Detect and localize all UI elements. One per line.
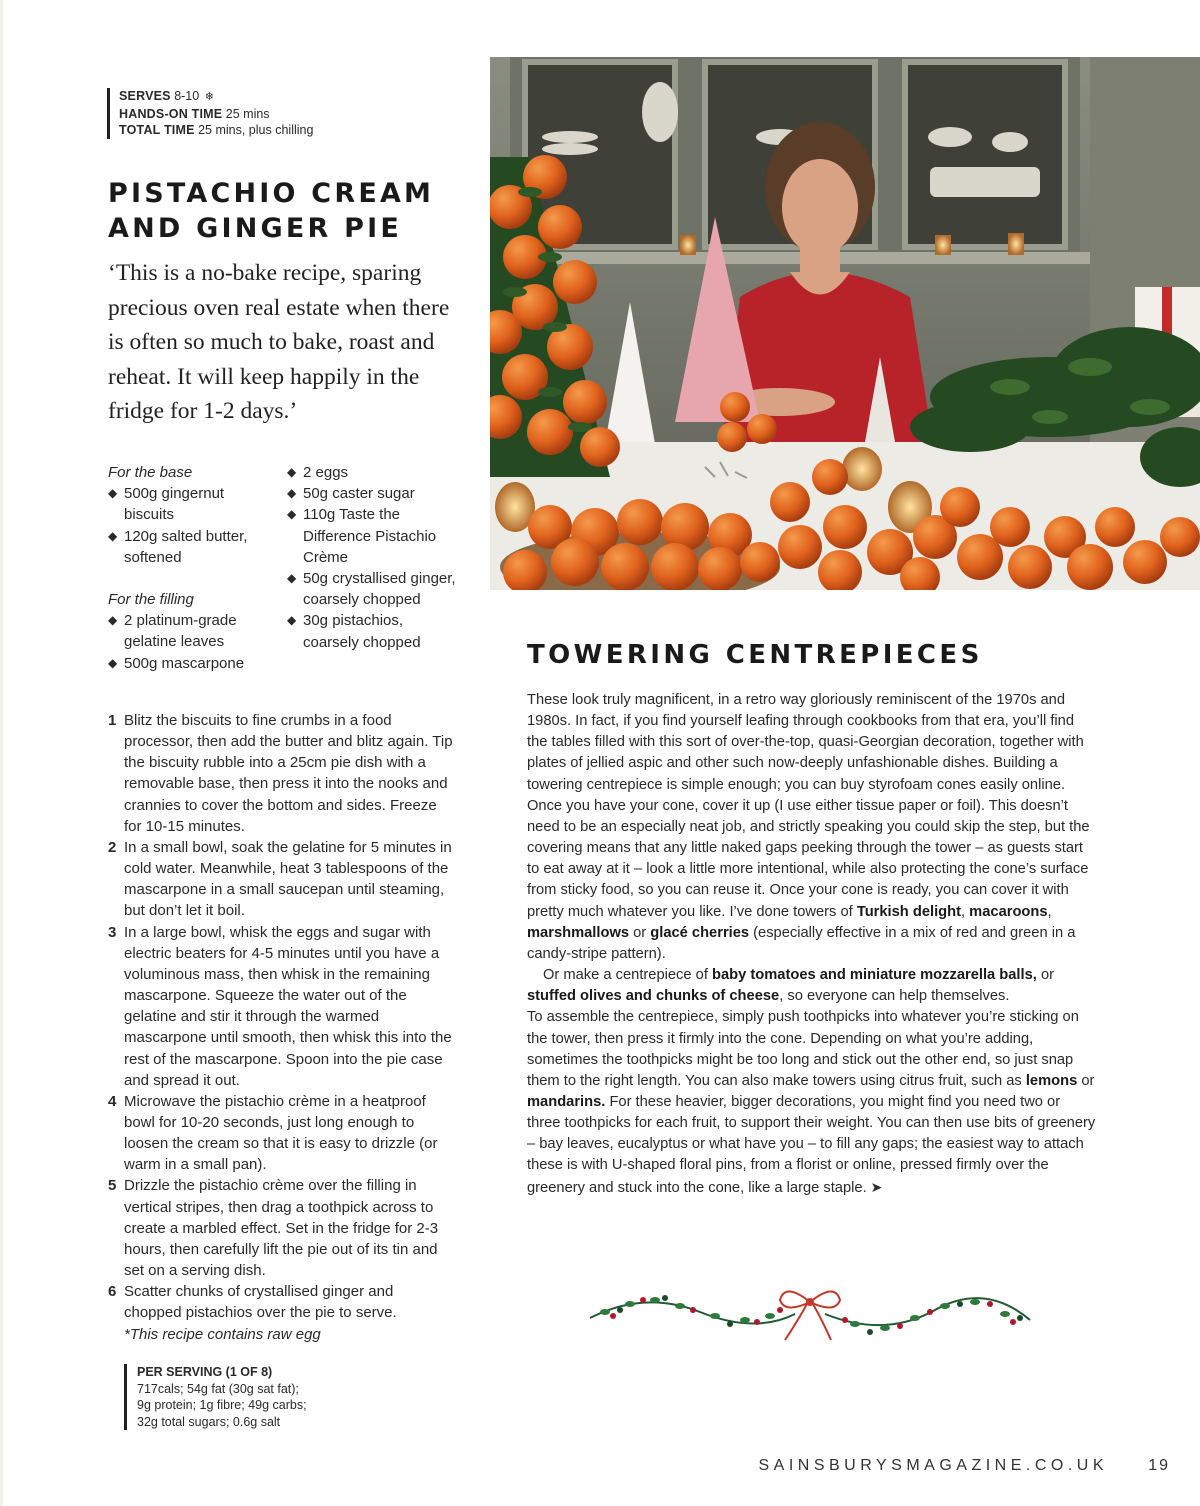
ingredient-item: ◆ 2 eggs [287,462,457,483]
ingredient-item: ◆ 500g gingernut biscuits [108,483,278,525]
feature-paragraph: Or make a centrepiece of baby tomatoes and miniature mozzarella balls, or stuffed olives and chunks of cheese, so everyone can help themselves. [527,967,1054,1005]
nutrition-line: 717cals; 54g fat (30g sat fat); [137,1381,299,1396]
feature-paragraph: To assemble the centrepiece, simply push toothpicks into whatever you’re sticking on the tower, then press it firmly into the cone. Depending on what you’re adding, sometimes the toothpicks might be too long and stick out the other end, so just snap them to the right length. You can also make towers using citrus fruit, such as lemons or mandarins. For these heavier, bigger decorations, you might find you need two or three toothpicks for each fruit, to support their weight. You can then use bits of greenery – bay leaves, eucalyptus or what have you – to fill any gaps; the easiest way to attach these is with U-shaped floral pins, from a florist or online, pressed firmly over the greenery and stuck into the cone, like a large staple. ➤ [527,1009,1096,1196]
filling-heading: For the filling [108,591,194,609]
step-text: Scatter chunks of crystallised ginger and chopped pistachios over the pie to serve. [124,1283,397,1322]
step-text: Microwave the pistachio crème in a heatproof bowl for 10-20 seconds, just long enough to loosen the cream so that it is easy to drizzle (or warm in a small pan). [124,1092,438,1174]
method-step [108,1281,453,1323]
recipe-title [108,176,434,246]
step-text: Blitz the biscuits to fine crumbs in a food processor, then add the butter and blitz again. Tip the biscuity rubble into a 25cm pie dish with a removable base, then press it into the nooks and crannies to cover the bottom and sides. Freeze for 10-15 minutes. [124,712,453,835]
feature-body [527,690,1097,1199]
ingredient-item: ◆ 30g pistachios, coarsely chopped [287,610,457,652]
serves-line: SERVES 8-10 ❄ [119,89,214,103]
nutrition-line: 32g total sugars; 0.6g salt [137,1414,281,1429]
recipe-intro-quote: ‘This is a no-bake recipe, sparing precious oven real estate when there is often so much to bake, roast and reheat. It will keep happily in the fridge for 1-2 days.’ [108,260,450,424]
step-text: In a large bowl, whisk the eggs and sugar with electric beaters for 4-5 minutes until you have a voluminous mass, then whisk in the remaining mascarpone. Squeeze the water out of the gelatine and stir it through the warmed mascarpone until smooth, then whisk this into the rest of the mascarpone. Spoon into the pie case and spread it out. [124,923,452,1089]
step-text: Drizzle the pistachio crème over the filling in vertical stripes, then drag a toothpick across to create a marbled effect. Set in the fridge for 2-3 hours, then carefully lift the pie out of its tin and set on a serving dish. [124,1177,439,1280]
ingredient-item: ◆ 2 platinum-grade gelatine leaves [108,610,278,652]
freezable-snowflake-icon: ❄ [204,91,214,103]
recipe-title-line-1: PISTACHIO CREAM [108,178,435,209]
step-number: 3 [108,923,117,941]
recipe-title-line-2: AND GINGER PIE [108,213,402,244]
ingredient-item: ◆ 500g mascarpone [108,653,278,674]
total-time-line: TOTAL TIME 25 mins, plus chilling [119,123,314,137]
method-step [108,710,453,837]
method-steps [108,710,453,1345]
method-step [108,1175,453,1281]
centrepiece-photo [490,57,1200,590]
ingredient-item: ◆ 50g caster sugar [287,483,457,504]
step-number: 5 [108,1177,117,1195]
ingredient-item: ◆ 50g crystallised ginger, coarsely chopped [287,568,457,610]
ingredient-item: ◆ 120g salted butter, softened [108,526,278,568]
step-number: 6 [108,1283,117,1301]
feature-paragraph: These look truly magnificent, in a retro way gloriously reminiscent of the 1970s and 1980s. In fact, if you find yourself leafing through cookbooks from that era, you’ll find the tables filled with this sort of over-the-top, quasi-Georgian decoration, together with plates of jellied aspic and other such now-deeply unfashionable dishes. Building a towering centrepiece is simple enough; you can buy styrofoam cones easily online. Once you have your cone, cover it up (I use either tissue paper or foil). This doesn’t need to be an especially neat job, and strictly speaking you could skip the step, but the covering means that any little naked gaps peeking through the tower – as guests start to eat away at it – look a little more intentional, while also protecting the cone’s surface from sticky food, so you can reuse it. Once your cone is ready, you can cover it with pretty much whatever you like. I’ve done towers of Turkish delight, macaroons, marshmallows or glacé cherries (especially effective in a mix of red and green in a candy-stripe pattern). [527,692,1090,962]
method-step [108,1091,453,1176]
feature-title: TOWERING CENTREPIECES [527,640,983,670]
page-number: 19 [1148,1457,1170,1474]
holly-garland-illustration [585,1280,1035,1344]
step-number: 4 [108,1092,117,1110]
magazine-website: SAINSBURYSMAGAZINE.CO.UK [758,1457,1108,1474]
step-text: In a small bowl, soak the gelatine for 5 minutes in cold water. Meanwhile, heat 3 tablespoons of the mascarpone in a small saucepan until steaming, but don’t let it boil. [124,838,452,920]
nutrition-line: 9g protein; 1g fibre; 49g carbs; [137,1398,307,1412]
ingredient-item: ◆ 110g Taste the Difference Pistachio Crème [287,504,457,568]
continue-arrow-icon: ➤ [870,1178,883,1195]
step-number: 1 [108,712,117,729]
page-edge [0,0,3,1506]
raw-egg-note: *This recipe contains raw egg [124,1325,321,1343]
ingredients-left-column [108,462,278,674]
hands-on-line: HANDS-ON TIME 25 mins [119,106,270,121]
nutrition-title: PER SERVING (1 OF 8) [137,1365,273,1379]
recipe-meta [107,88,313,139]
step-number: 2 [108,838,117,856]
nutrition-panel [124,1364,307,1430]
method-step [108,837,453,922]
ingredients-right-column [287,462,457,653]
method-step [108,922,453,1091]
base-heading: For the base [108,464,193,481]
